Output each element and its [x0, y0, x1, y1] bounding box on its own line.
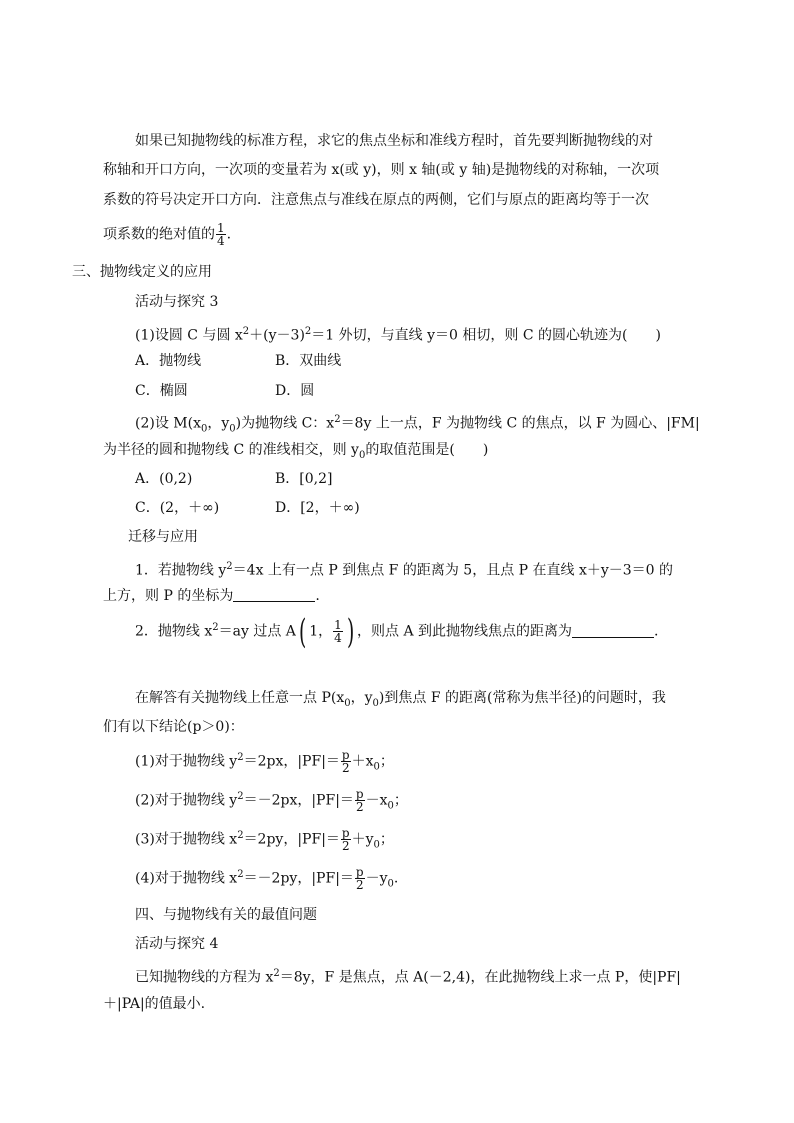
- q2-option-b: B．[0,2]: [275, 471, 333, 487]
- fraction-one-quarter-point: $\frac{1}{4}$: [334, 618, 342, 646]
- intro-line-1: 如果已知抛物线的标准方程，求它的焦点坐标和准线方程时，首先要判断抛物线的对: [135, 133, 653, 149]
- q1-option-b: B．双曲线: [275, 353, 342, 369]
- problem4-line-2: ＋|PA|的值最小.: [103, 996, 206, 1012]
- fraction-p-over-2: $\frac{p}{2}$: [355, 787, 364, 815]
- q1-text: (1)设圆 C 与圆 $x^2+(y-3)^2=1$ 外切，与直线 y＝0 相切，则 C 的圆心轨迹为( ): [135, 326, 661, 344]
- q1-option-a: A．抛物线: [135, 353, 202, 369]
- q2-line-1: (2)设 $M(x_0$，$y_0$)为抛物线 C：$x^2=8y$ 上一点，F 为抛物线 C 的焦点，以 F 为圆心、|FM|: [135, 414, 700, 435]
- intro-line-2: 称轴和开口方向，一次项的变量若为 x(或 y)，则 x 轴(或 y 轴)是抛物线的对称轴，一次项: [103, 162, 660, 178]
- t1-line-1: 1．若抛物线 $y^2=4x$ 上有一点 P 到焦点 F 的距离为 5，且点 P 在直线 x＋y－3＝0 的: [135, 561, 674, 579]
- transfer-heading: 迁移与应用: [128, 529, 198, 545]
- q2-option-d: D．[2，＋∞): [275, 500, 360, 516]
- focal-line-2: 们有以下结论(p＞0)：: [103, 719, 244, 735]
- section3-heading: 三、抛物线定义的应用: [72, 264, 212, 280]
- intro-line-3: 系数的符号决定开口方向．注意焦点与准线在原点的两侧，它们与原点的距离均等于一次: [103, 192, 649, 208]
- focal-line-1: 在解答有关抛物线上任意一点 $P(x_0$，$y_0$)到焦点 F 的距离(常称为焦半径)的问题时，我: [135, 690, 666, 709]
- right-paren: ): [346, 611, 355, 652]
- activity-4-title: 活动与探究 4: [135, 936, 219, 952]
- intro-line-4: 项系数的绝对值的 $\frac{1}{4}$ .: [103, 221, 232, 248]
- section4-heading: 四、与抛物线有关的最值问题: [135, 907, 317, 923]
- conclusion-1: (1)对于抛物线 $y^2=2px$，|PF|＝ $\frac{p}{2}$ $+x_0$；: [135, 748, 394, 776]
- problem4-line-1: 已知抛物线的方程为 $x^2=8y$，F 是焦点，点 A(－2,4)，在此抛物线上求一点 P，使|PF|: [135, 968, 681, 986]
- q2-option-a: A．(0,2): [135, 471, 193, 487]
- q1-option-c: C．椭圆: [135, 383, 188, 399]
- activity-3-title: 活动与探究 3: [135, 294, 219, 310]
- t1-line-2: 上方，则 P 的坐标为 .: [103, 588, 320, 604]
- fraction-one-quarter: $\frac{1}{4}$: [217, 221, 225, 248]
- q2-option-c: C．(2，＋∞): [135, 500, 220, 516]
- left-paren: (: [298, 611, 307, 652]
- conclusion-3: (3)对于抛物线 $x^2=2py$，|PF|＝ $\frac{p}{2}$ $+y_0$；: [135, 826, 394, 854]
- fraction-p-over-2: $\frac{p}{2}$: [341, 826, 350, 854]
- conclusion-2: (2)对于抛物线 $y^2=-2px$，|PF|＝ $\frac{p}{2}$ $-x_0$；: [135, 787, 408, 815]
- q2-line-2: 为半径的圆和抛物线 C 的准线相交，则 $y_0$的取值范围是( ): [103, 442, 489, 461]
- t2-line: 2．抛物线 $x^2=ay$ 过点 A( 1， $\frac{1}{4}$ ) ，则点 A 到此抛物线焦点的距离为 .: [135, 611, 659, 652]
- answer-blank[interactable]: [233, 587, 315, 602]
- answer-blank[interactable]: [572, 623, 654, 638]
- conclusion-4: (4)对于抛物线 $x^2=-2py$，|PF|＝ $\frac{p}{2}$ $-y_0$.: [135, 865, 399, 893]
- q1-option-d: D．圆: [275, 383, 315, 399]
- fraction-p-over-2: $\frac{p}{2}$: [355, 865, 364, 893]
- fraction-p-over-2: $\frac{p}{2}$: [341, 748, 350, 776]
